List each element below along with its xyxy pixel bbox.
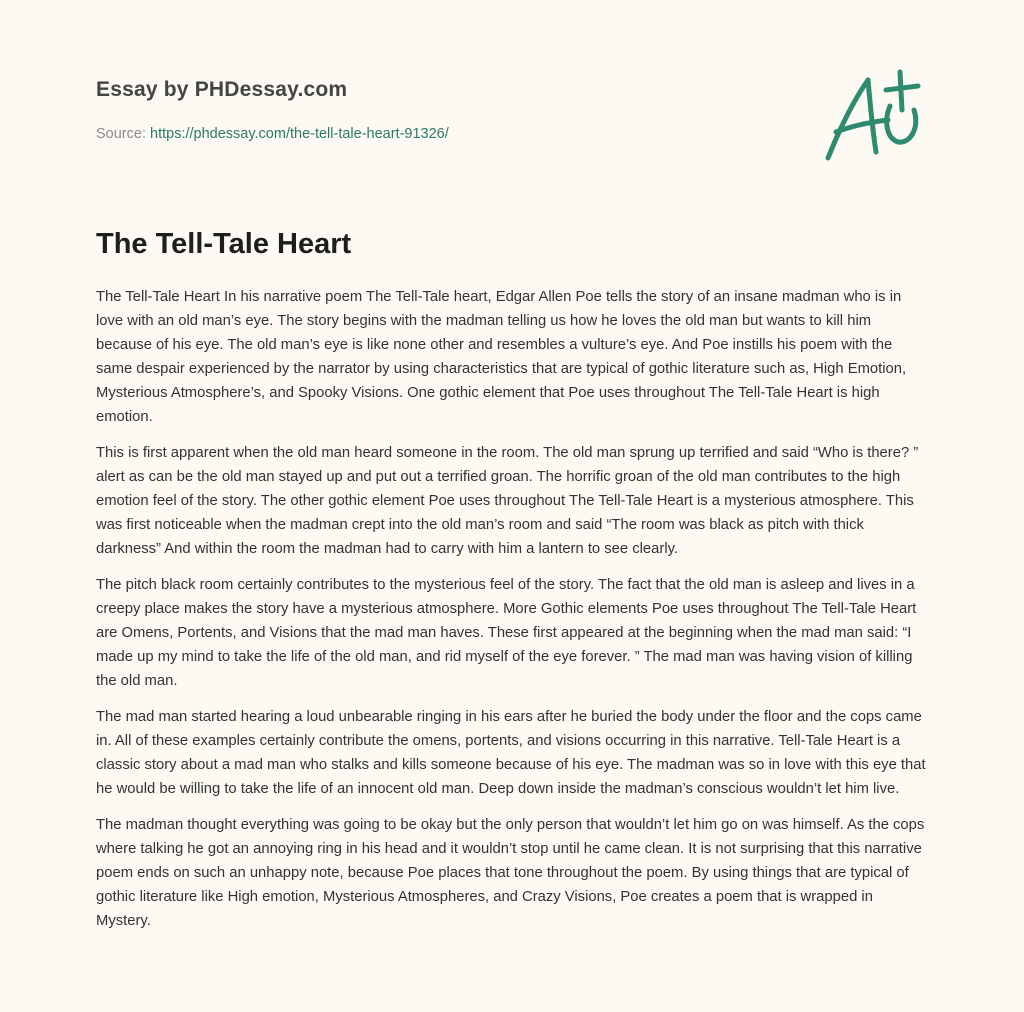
essay-title: The Tell-Tale Heart [96,228,352,260]
essay-header [96,76,736,144]
brand-title: Essay by PHDessay.com [96,78,348,101]
essay-paragraph-5: The madman thought everything was going to be okay but the only person that wouldn’t let him go on was himself. As the cops where talking he got an annoying ring in his head and it wouldn’t stop until he came clean. It is not surprising that this narrative poem ends on such an unhappy note, because Poe places that tone throughout the poem. By using things that are typical of gothic literature like High emotion, Mysterious Atmospheres, and Crazy Visions, Poe creates a poem that is wrapped in Mystery. [96,817,925,929]
source-label: Source: [96,126,146,142]
essay-paragraph-3: The pitch black room certainly contributes to the mysterious feel of the story. The fact that the old man is asleep and lives in a creepy place makes the story have a mysterious atmosphere. More Gothic elements Poe uses throughout The Tell-Tale Heart are Omens, Portents, and Visions that the mad man haves. These first appeared at the beginning when the mad man said: “I made up my mind to take the life of the old man, and rid myself of the eye forever. ” The mad man was having vision of killing the old man. [96,577,917,689]
source-line [96,124,736,144]
a-plus-logo-icon [818,66,930,166]
essay-paragraph-2: This is first apparent when the old man heard someone in the room. The old man sprung up terrified and said “Who is there? ” alert as can be the old man stayed up and put out a terrified groan. The horrific groan of the old man contributes to the high emotion feel of the story. The other gothic element Poe uses throughout The Tell-Tale Heart is a mysterious atmosphere. This was first noticeable when the madman crept into the old man’s room and said “The room was black as pitch with thick darkness” And within the room the madman had to carry with him a lantern to see clearly. [96,445,919,557]
essay-paragraph-4: The mad man started hearing a loud unbearable ringing in his ears after he buried the body under the floor and the cops came in. All of these examples certainly contribute the omens, portents, and visions occurring in this narrative. Tell-Tale Heart is a classic story about a mad man who stalks and kills someone because of his eye. The madman was so in love with this eye that he would be willing to take the life of an innocent old man. Deep down inside the madman’s conscious wouldn’t let him live. [96,709,926,797]
essay-body [96,285,928,945]
source-link[interactable]: https://phdessay.com/the-tell-tale-heart-91326/ [150,126,449,142]
essay-paragraph-1: The Tell-Tale Heart In his narrative poem The Tell-Tale heart, Edgar Allen Poe tells the story of an insane madman who is in love with an old man’s eye. The story begins with the madman telling us how he loves the old man but wants to kill him because of his eye. The old man’s eye is like none other and resembles a vulture’s eye. And Poe instills his poem with the same despair experienced by the narrator by using characteristics that are typical of gothic literature such as, High Emotion, Mysterious Atmosphere’s, and Spooky Visions. One gothic element that Poe uses throughout The Tell-Tale Heart is high emotion. [96,289,907,425]
